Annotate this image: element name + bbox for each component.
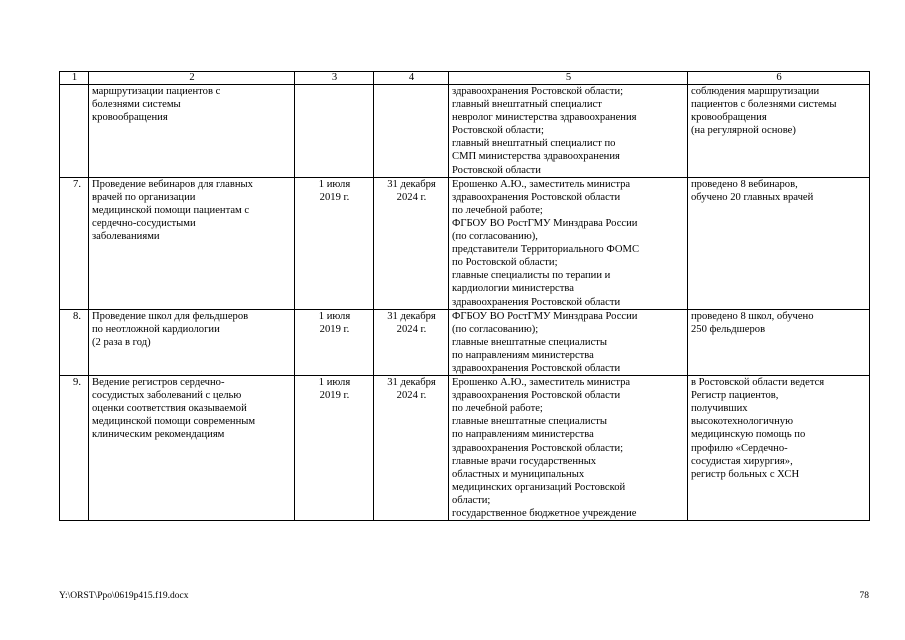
responsible-persons — [449, 376, 688, 521]
cell-line: по лечебной работе; — [452, 204, 543, 216]
cell-line: здравоохранения Ростовской области — [452, 296, 621, 308]
event-description — [89, 85, 295, 178]
cell-line: главные внештатные специалисты — [452, 336, 608, 348]
cell-line: главный внештатный специалист — [452, 99, 602, 111]
cell-line: Ведение регистров сердечно- — [92, 377, 225, 389]
table-row — [60, 309, 870, 375]
cell-line: сосудистых заболеваний с целью — [92, 390, 242, 402]
item-number: 7. — [60, 177, 89, 309]
cell-line: 1 июля — [318, 178, 351, 190]
cell-line: по Ростовской области; — [452, 257, 558, 269]
event-description — [89, 376, 295, 521]
expected-result — [688, 85, 870, 178]
cell-line: 250 фельдшеров — [691, 323, 766, 335]
table-row — [60, 376, 870, 521]
cell-line: 31 декабря — [387, 178, 436, 190]
cell-line: невролог министерства здравоохранения — [452, 112, 637, 124]
cell-line: областных и муниципальных — [452, 468, 585, 480]
cell-line: медицинскую помощь по — [691, 429, 806, 441]
cell-line: кровообращения — [691, 112, 767, 124]
cell-line: пациентов с болезнями системы — [691, 99, 837, 111]
expected-result — [688, 376, 870, 521]
cell-line: 31 декабря — [387, 310, 436, 322]
cell-line: по направлениям министерства — [452, 429, 594, 441]
item-number: 8. — [60, 309, 89, 375]
column-number: 1 — [60, 72, 89, 85]
cell-line: регистр больных с ХСН — [691, 468, 800, 480]
event-description — [89, 309, 295, 375]
cell-line: Проведение вебинаров для главных — [92, 178, 253, 190]
cell-line: (2 раза в год) — [92, 336, 151, 348]
cell-line: по лечебной работе; — [452, 403, 543, 415]
column-number: 4 — [374, 72, 449, 85]
cell-line: 2024 г. — [396, 390, 427, 402]
cell-line: главные врачи государственных — [452, 455, 597, 467]
table-row — [60, 177, 870, 309]
cell-line: маршрутизации пациентов с — [92, 86, 221, 97]
responsible-persons — [449, 85, 688, 178]
cell-line: кровообращения — [92, 112, 168, 124]
cell-line: здравоохранения Ростовской области; — [452, 86, 624, 97]
cell-line: сосудистая хирургия», — [691, 455, 793, 467]
responsible-persons — [449, 177, 688, 309]
cell-line: заболеваниями — [92, 231, 160, 243]
cell-line: Ростовской области — [452, 164, 541, 176]
cell-line: медицинской помощи современным — [92, 416, 256, 428]
end-date — [374, 309, 449, 375]
cell-line: медицинской помощи пациентам с — [92, 204, 250, 216]
column-number-row — [60, 72, 870, 85]
cell-line: в Ростовской области ведется — [691, 377, 825, 389]
expected-result — [688, 177, 870, 309]
end-date — [374, 376, 449, 521]
cell-line: ФГБОУ ВО РостГМУ Минздрава России — [452, 310, 638, 322]
end-date — [374, 85, 449, 178]
cell-line: клиническим рекомендациям — [92, 429, 225, 441]
cell-line: государственное бюджетное учреждение — [452, 508, 637, 519]
cell-line: СМП министерства здравоохранения — [452, 151, 620, 163]
table-row — [60, 85, 870, 178]
cell-line: соблюдения маршрутизации — [691, 86, 820, 97]
cell-line: 2019 г. — [319, 191, 350, 203]
cell-line: по неотложной кардиологии — [92, 323, 220, 335]
cell-line: (по согласованию); — [452, 323, 539, 335]
cell-line: (по согласованию), — [452, 231, 538, 243]
start-date — [295, 85, 374, 178]
cell-line: врачей по организации — [92, 191, 196, 203]
cell-line: Проведение школ для фельдшеров — [92, 310, 249, 322]
cell-line: Ерошенко А.Ю., заместитель министра — [452, 178, 631, 190]
cell-line: получивших — [691, 403, 748, 415]
column-number: 5 — [449, 72, 688, 85]
cell-line: здравоохранения Ростовской области; — [452, 442, 624, 454]
cell-line: 1 июля — [318, 310, 351, 322]
start-date — [295, 177, 374, 309]
cell-line: обучено 20 главных врачей — [691, 191, 814, 203]
cell-line: здравоохранения Ростовской области — [452, 390, 621, 402]
column-number: 2 — [89, 72, 295, 85]
cell-line: проведено 8 школ, обучено — [691, 310, 814, 322]
measures-table — [59, 71, 870, 521]
start-date — [295, 376, 374, 521]
cell-line: представители Территориального ФОМС — [452, 244, 640, 256]
cell-line: болезнями системы — [92, 99, 181, 111]
page-footer — [59, 591, 869, 601]
cell-line: (на регулярной основе) — [691, 125, 796, 137]
cell-line: сердечно-сосудистыми — [92, 217, 196, 229]
cell-line: главный внештатный специалист по — [452, 138, 616, 150]
cell-line: 31 декабря — [387, 377, 436, 389]
end-date — [374, 177, 449, 309]
cell-line: здравоохранения Ростовской области — [452, 191, 621, 203]
cell-line: ФГБОУ ВО РостГМУ Минздрава России — [452, 217, 638, 229]
cell-line: 2019 г. — [319, 390, 350, 402]
expected-result — [688, 309, 870, 375]
cell-line: главные специалисты по терапии и — [452, 270, 611, 282]
cell-line: Ерошенко А.Ю., заместитель министра — [452, 377, 631, 389]
item-number: 9. — [60, 376, 89, 521]
page-number: 78 — [859, 591, 869, 601]
event-description — [89, 177, 295, 309]
cell-line: высокотехнологичную — [691, 416, 794, 428]
cell-line: 2024 г. — [396, 323, 427, 335]
cell-line: 2019 г. — [319, 323, 350, 335]
cell-line: проведено 8 вебинаров, — [691, 178, 798, 190]
cell-line: 1 июля — [318, 377, 351, 389]
cell-line: кардиологии министерства — [452, 283, 574, 295]
cell-line: главные внештатные специалисты — [452, 416, 608, 428]
cell-line: профилю «Сердечно- — [691, 442, 788, 454]
item-number — [60, 85, 89, 178]
start-date — [295, 309, 374, 375]
column-number: 6 — [688, 72, 870, 85]
cell-line: здравоохранения Ростовской области — [452, 362, 621, 374]
cell-line: по направлениям министерства — [452, 349, 594, 361]
cell-line: области; — [452, 494, 491, 506]
cell-line: медицинских организаций Ростовской — [452, 481, 626, 493]
file-path: Y:\ORST\Ppo\0619p415.f19.docx — [59, 591, 189, 601]
cell-line: оценки соответствия оказываемой — [92, 403, 247, 415]
responsible-persons — [449, 309, 688, 375]
cell-line: Ростовской области; — [452, 125, 544, 137]
cell-line: 2024 г. — [396, 191, 427, 203]
column-number: 3 — [295, 72, 374, 85]
cell-line: Регистр пациентов, — [691, 390, 779, 402]
